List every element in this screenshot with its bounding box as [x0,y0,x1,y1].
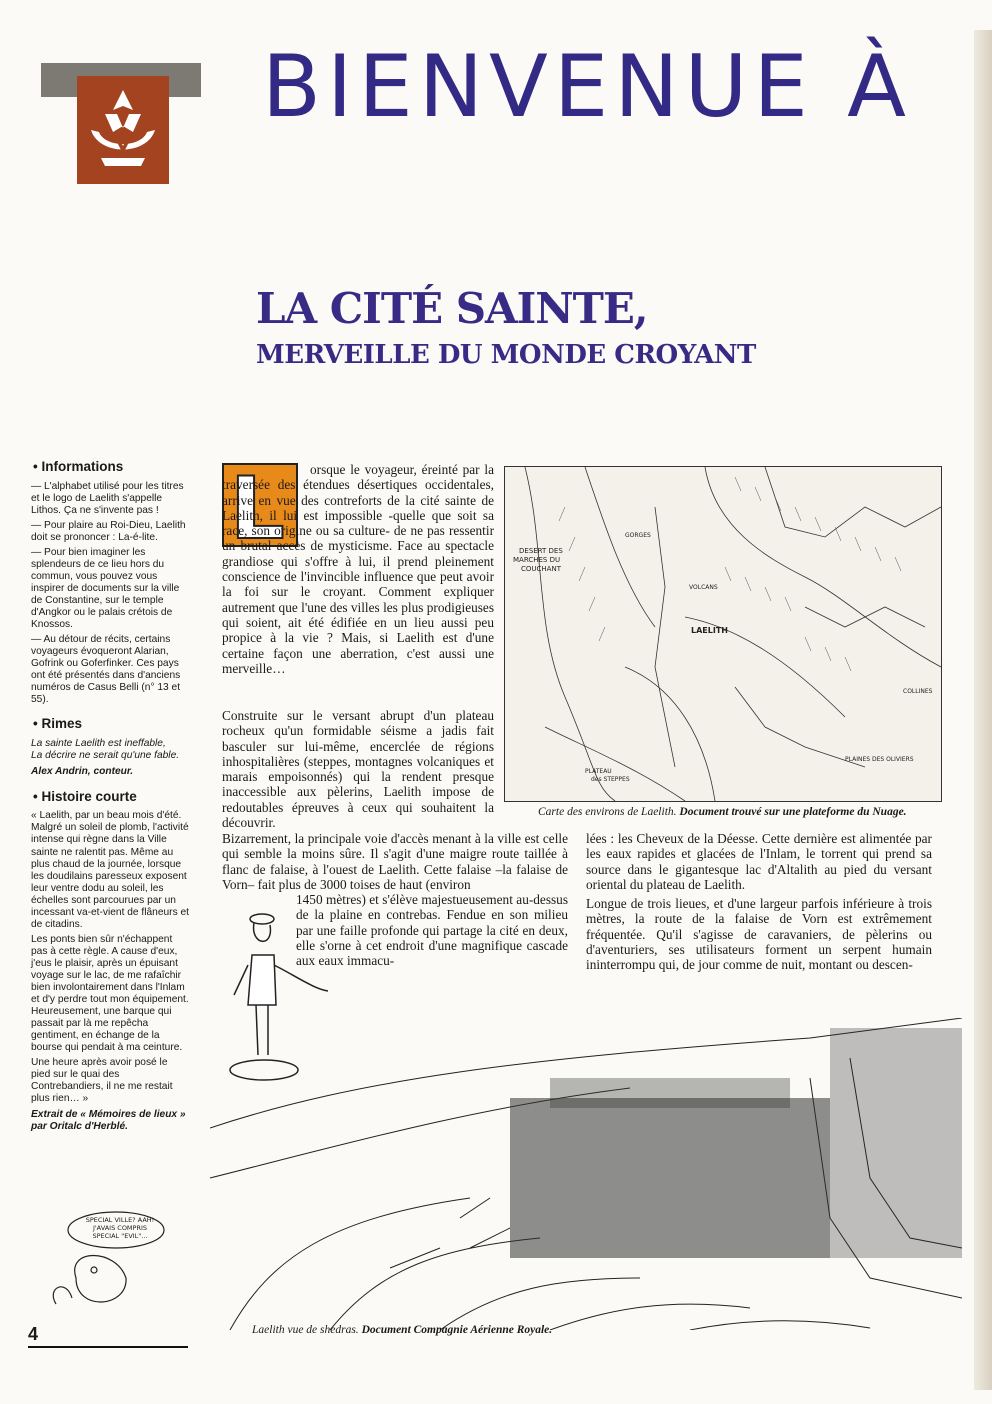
article-paragraph-3: Bizarrement, la principale voie d'accès menant à la ville est celle qui semble la moins sûre. Il s'agit d'une maigre route taillée à flanc de falaise, à l'ouest de Laelith. Cette falaise –la falaise de Vorn– fait plus de 3000 toises de haut (environ [222,831,568,892]
sidebar-story-source: Extrait de « Mémoires de lieux » par Oritalc d'Herblé. [31,1109,186,1133]
article-subheadline: MERVEILLE DU MONDE CROYANT [256,340,756,370]
city-sketch-illustration [210,1018,962,1330]
sidebar-rimes-title: • Rimes [33,716,82,732]
footer-rule [28,1346,188,1348]
article-paragraph-5: Longue de trois lieues, et d'une largeur parfois inférieure à trois mètres, la route de la falaise de Vorn est extrêmement fréquentée. Qu'il s'agisse de caravaniers, de pèlerins ou d'aventuriers, ses utilisateurs forment un serpent humain ininterrompu qui, de jour comme de nuit, montant ou descen- [586,896,932,973]
sidebar-story-paragraph: Les ponts bien sûr n'échappent pas à cette règle. A cause d'eux, j'eus le plaisir, après un épuisant voyage sur le lac, de me rafaîchir bien involontairement dans l'Inlam et d'y perdre tout mon équipement. Heureusement, une barque qui passait par là me repêcha gentiment, en échange de la bourse qui pendait à ma ceinture. [31,933,189,1054]
sketch-caption-text: Laelith vue de shedras. [252,1324,359,1336]
sketch-caption [252,1324,552,1336]
drop-cap-letter: L [230,459,285,559]
sidebar-story-paragraph: « Laelith, par un beau mois d'été. Malgré un soleil de plomb, l'activité intense qui règne dans la Ville sainte ne ralentit pas. Même au plus chaud de la journée, lorsque les doudilains paresseux exposent leur ventre dodu au soleil, les échelles sont parcourues par un incessant va-et-vient de flâneurs et de citadins. [31,810,189,930]
page-number: 4 [28,1324,39,1344]
sketch-caption-credit: Document Compagnie Aérienne Royale. [361,1324,553,1336]
article-paragraph-2: Construite sur le versant abrupt d'un plateau rocheux qu'un formidable séisme a jadis fait basculer sur lui-même, encerclée de régions inhospitalières (steppes, montagnes volcaniques et marais empoisonnés) qui la rendent presque inaccessible aux pèlerins, Laelith impose de redoutables épreuves à ceux qui souhaitent la découvrir. [222,708,494,831]
cartoon-speech-bubble: SPECIAL VILLE? AAH! J'AVAIS COMPRIS SPECIAL "EVIL"... [85,1216,155,1240]
sidebar-info-item: — Pour plaire au Roi-Dieu, Laelith doit se prononcer : La-é-lite. [31,520,186,544]
sidebar-info-item: — Pour bien imaginer les splendeurs de ce lieu hors du commun, vous pouvez vous inspirer de documents sur la ville de Constantine, sur le temple d'Angkor ou le palais crétois de Knossos. [31,547,180,631]
svg-text:VOLCANS: VOLCANS [689,584,718,591]
sidebar-info-item: — Au détour de récits, certains voyageurs évoqueront Alarian, Gofrink ou Goferfinker. Ces pays ont été présentés dans d'anciens numéros de Casus Belli (n° 13 et 55). [31,634,181,706]
article-paragraph-4: lées : les Cheveux de la Déesse. Cette dernière est alimentée par les eaux rapides et glacées de l'Inlam, le torrent qui prend sa source dans le gigantesque lac d'Altalith au pied du versant oriental du plateau de Laelith. [586,831,932,892]
map-caption-text: Carte des environs de Laelith. [538,806,677,818]
sidebar-info-title: • Informations [33,459,124,474]
map-figure [504,466,942,802]
sidebar [31,459,189,1143]
svg-text:COUCHANT: COUCHANT [521,565,561,573]
svg-text:MARCHES DU: MARCHES DU [513,556,561,564]
sidebar-story-title: • Histoire courte [33,788,137,804]
sidebar-info-item: — L'alphabet utilisé pour les titres et le logo de Laelith s'appelle Lithos. Ça ne s'invente pas ! [31,480,184,516]
svg-text:DESERT DES: DESERT DES [519,547,563,555]
svg-text:PLATEAU: PLATEAU [585,768,612,775]
map-caption-credit: Document trouvé sur une plateforme du Nuage. [679,806,907,818]
article-paragraph-3-continued: 1450 mètres) et s'élève majestueusement au-dessus de la plaine en contrebas. Fendue en son milieu par une faille profonde qui partage la cité en deux, elle s'orne à cet endroit d'une magnifique cascade aux eaux immacu- [296,892,568,969]
sidebar-rimes-line: La décrire ne serait qu'une fable. [31,750,180,762]
map-caption [538,806,907,818]
svg-text:COLLINES: COLLINES [903,688,933,695]
page-title: BIENVENUE À [262,37,912,137]
lithos-logo-icon [77,76,169,184]
svg-text:LAELITH: LAELITH [691,626,728,635]
article-paragraph-1: orsque le voyageur, éreinté par la traversée des étendues désertiques occidentales, arrive en vue des contreforts de la cité sainte de Laelith, il lui est impossible -quelle que soit sa race, son origine ou sa culture- de ne pas ressentir un brutal accès de mysticisme. Face au spectacle grandiose qui s'offre à lui, il prend pleinement conscience de l'invincible influence que peut avoir la foi sur le croyant. Comment expliquer autrement que l'une des villes les plus prodigieuses qui soient, ait été édifiée en un lieu aussi peu propice à la vie ? Mais, si Laelith est d'une certaine façon une aberration, c'est aussi une merveille… [222,462,494,676]
sidebar-rimes-line: La sainte Laelith est ineffable, [31,738,166,750]
article-headline: LA CITÉ SAINTE, [256,284,648,333]
page-edge [974,30,992,1390]
svg-text:GORGES: GORGES [625,532,651,539]
svg-text:des STEPPES: des STEPPES [591,776,630,783]
sidebar-story-paragraph: Une heure après avoir posé le pied sur le quai des Contrebandiers, il ne me restait plus rien… » [31,1057,173,1105]
cartoon-illustration [36,1208,196,1320]
svg-text:PLAINES DES OLIVIERS: PLAINES DES OLIVIERS [845,756,914,763]
sidebar-rimes-author: Alex Andrin, conteur. [31,766,134,778]
